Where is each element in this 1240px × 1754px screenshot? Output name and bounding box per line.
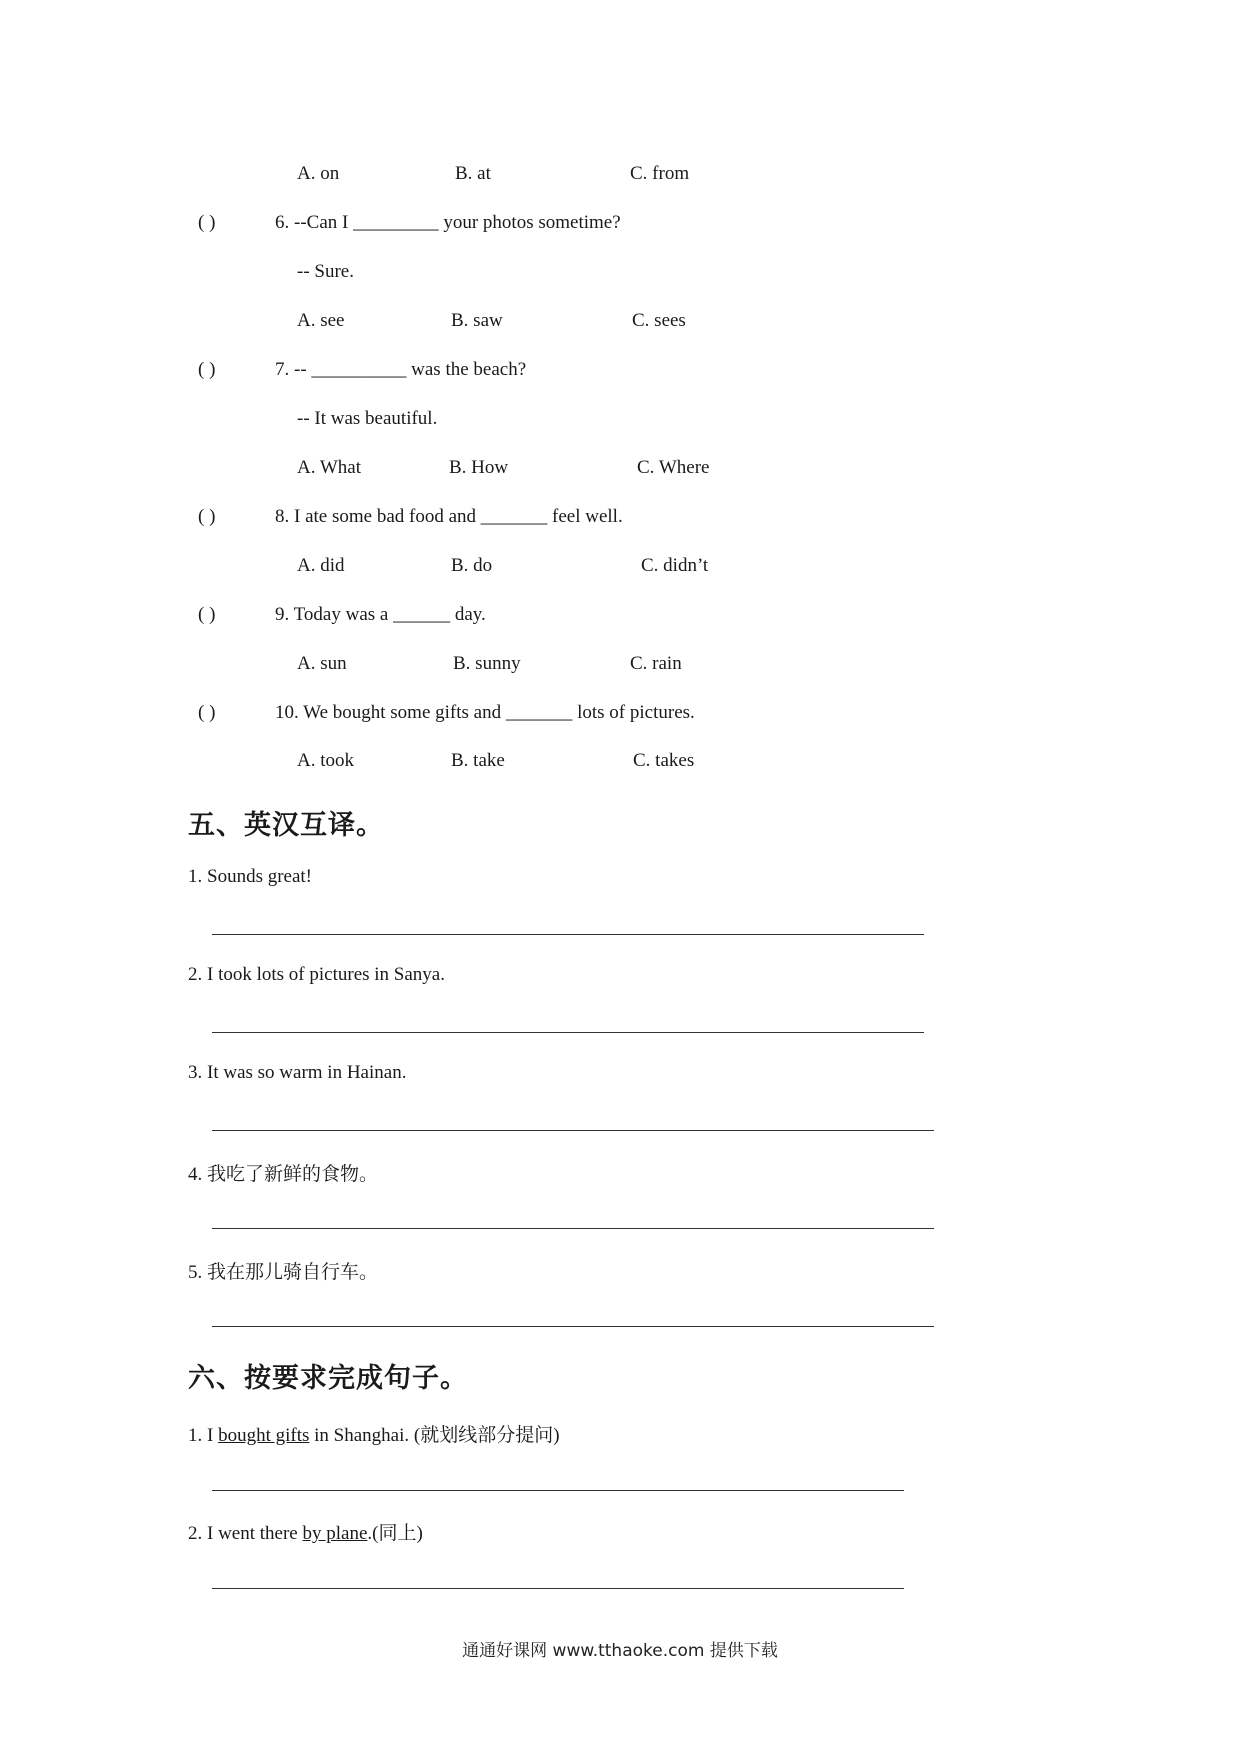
q7-option-a: A. What (297, 457, 362, 478)
q10-option-c: C. takes (633, 750, 695, 771)
q6-option-a: A. see (297, 310, 345, 331)
q10-stem: 10. We bought some gifts and _______ lots of pictures. (275, 702, 695, 723)
q7-reply: -- It was beautiful. (297, 408, 438, 429)
answer-line[interactable] (212, 1228, 934, 1229)
q9-option-b: B. sunny (453, 653, 521, 674)
q6-option-b: B. saw (451, 310, 503, 331)
section5-item-5: 5. 我在那儿骑自行车。 (188, 1262, 379, 1283)
q6-reply: -- Sure. (297, 261, 354, 282)
q10-option-b: B. take (451, 750, 505, 771)
q7-option-c: C. Where (637, 457, 710, 478)
answer-line[interactable] (212, 1490, 904, 1491)
section5-title: 五、英汉互译。 (188, 810, 384, 841)
section6-item-2 (188, 1518, 423, 1545)
q9-option-a: A. sun (297, 653, 347, 674)
section5-item-2: 2. I took lots of pictures in Sanya. (188, 964, 445, 985)
answer-line[interactable] (212, 934, 924, 935)
q10-option-a: A. took (297, 750, 354, 771)
q7-stem: 7. -- __________ was the beach? (275, 359, 527, 380)
q5-option-a: A. on (297, 163, 340, 184)
q8-option-a: A. did (297, 555, 345, 576)
section5-item-1: 1. Sounds great! (188, 866, 313, 887)
section6-item-1-post: in Shanghai. (就划线部分提问) (309, 1425, 560, 1446)
section5-item-3: 3. It was so warm in Hainan. (188, 1062, 407, 1083)
section6-item-2-post: .(同上) (367, 1523, 423, 1544)
q5-option-b: B. at (455, 163, 491, 184)
section6-item-1-underlined: bought gifts (218, 1425, 310, 1446)
answer-parenthesis[interactable]: ( ) (198, 506, 216, 527)
answer-parenthesis[interactable]: ( ) (198, 604, 216, 625)
answer-line[interactable] (212, 1130, 934, 1131)
q9-stem: 9. Today was a ______ day. (275, 604, 486, 625)
q5-option-c: C. from (630, 163, 690, 184)
answer-line[interactable] (212, 1588, 904, 1589)
q6-stem: 6. --Can I _________ your photos sometime? (275, 212, 621, 233)
q8-option-c: C. didn’t (641, 555, 709, 576)
answer-line[interactable] (212, 1032, 924, 1033)
answer-line[interactable] (212, 1326, 934, 1327)
section6-item-1-pre: 1. I (188, 1425, 219, 1446)
q7-option-b: B. How (449, 457, 509, 478)
footer: 通通好课网 www.tthaoke.com 提供下载 (462, 1641, 778, 1661)
q8-stem: 8. I ate some bad food and _______ feel well. (275, 506, 623, 527)
section6-item-1 (188, 1420, 560, 1447)
answer-parenthesis[interactable]: ( ) (198, 702, 216, 723)
q9-option-c: C. rain (630, 653, 682, 674)
section5-item-4: 4. 我吃了新鲜的食物。 (188, 1164, 379, 1185)
answer-parenthesis[interactable]: ( ) (198, 212, 216, 233)
q8-option-b: B. do (451, 555, 493, 576)
answer-parenthesis[interactable]: ( ) (198, 359, 216, 380)
section6-title: 六、按要求完成句子。 (188, 1363, 468, 1394)
section6-item-2-underlined: by plane (302, 1523, 368, 1544)
section6-item-2-pre: 2. I went there (188, 1523, 303, 1544)
q6-option-c: C. sees (632, 310, 686, 331)
